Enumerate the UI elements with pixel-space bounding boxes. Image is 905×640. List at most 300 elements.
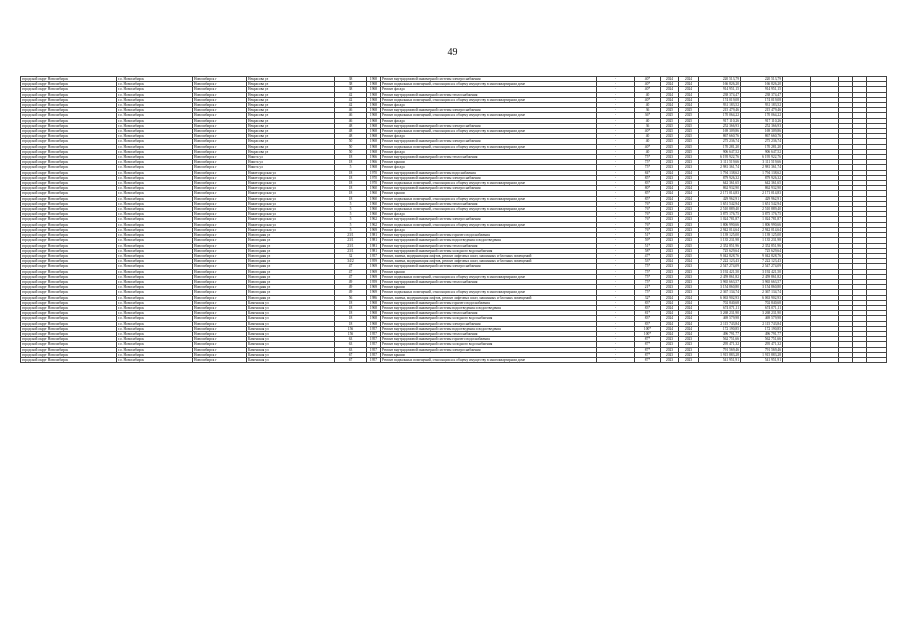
cell-pct: 36*: [635, 113, 661, 118]
cell-locality: Новосибирск г: [193, 77, 247, 82]
cell-district: городской округ Новосибирск: [21, 357, 117, 362]
cell-year: 1969: [367, 274, 381, 279]
cell-work: Ремонт фасада: [381, 87, 597, 92]
cell-y_from: 2023: [661, 337, 679, 342]
cell-year: 1969: [367, 264, 381, 269]
cell-cost_total: 1 806 990,66: [699, 222, 741, 227]
cell-y_to: 2024: [679, 186, 699, 191]
cell-street: Некрасова ул: [247, 113, 335, 118]
cell-y_from: 2024: [661, 82, 679, 87]
cell-y_to: 2025: [679, 108, 699, 113]
cell-locality: Новосибирск г: [193, 191, 247, 196]
cell-work: Ремонт внутридомовой инженерной системы горячего водоснабжения: [381, 300, 597, 305]
cell-district: городской округ Новосибирск: [21, 118, 117, 123]
cell-dash: -: [597, 212, 635, 217]
cell-pct: 83*: [635, 300, 661, 305]
cell-district: городской округ Новосибирск: [21, 129, 117, 134]
cell-locality: Новосибирск г: [193, 134, 247, 139]
cell-cost_total: 1 135 231,98: [699, 238, 741, 243]
cell-pct: 75*: [635, 165, 661, 170]
cell-dash: -: [597, 285, 635, 290]
cell-cost: 429 962,91: [741, 196, 783, 201]
cell-city: г.о. Новосибирск: [117, 175, 193, 180]
cell-y_to: 2023: [679, 233, 699, 238]
cell-locality: Новосибирск г: [193, 326, 247, 331]
cell-cost_total: 725 629,64: [699, 248, 741, 253]
cell-year: 1968: [367, 87, 381, 92]
cell-locality: Новосибирск г: [193, 92, 247, 97]
cell-cost: 2 942 014,64: [741, 227, 783, 232]
cell-street: Каменская ул: [247, 326, 335, 331]
cell-cost: 862 932,90: [741, 186, 783, 191]
cell-pct: 87*: [635, 337, 661, 342]
cell-pct: 47*: [635, 253, 661, 258]
cell-street: Нижегородская ул: [247, 175, 335, 180]
cell-y_from: 2023: [661, 290, 679, 295]
cell-district: городской округ Новосибирск: [21, 285, 117, 290]
cell-district: городской округ Новосибирск: [21, 253, 117, 258]
cell-city: г.о. Новосибирск: [117, 300, 193, 305]
cell-locality: Новосибирск г: [193, 118, 247, 123]
cell-street: Некрасова ул: [247, 144, 335, 149]
cell-cost_total: 562 751,66: [699, 337, 741, 342]
cell-y_to: 2023: [679, 248, 699, 253]
cell-city: г.о. Новосибирск: [117, 113, 193, 118]
cell-cost_total: 275 236,74: [699, 139, 741, 144]
cell-year: 1957: [367, 342, 381, 347]
cell-y_to: 2023: [679, 290, 699, 295]
cell-district: городской округ Новосибирск: [21, 227, 117, 232]
cell-street: Нижегородская ул: [247, 201, 335, 206]
cell-year: 1960: [367, 207, 381, 212]
cell-pct: 36: [635, 108, 661, 113]
cell-work: Ремонт подвальных помещений, относящихся к общему имуществу в многоквартирном доме: [381, 144, 597, 149]
cell-city: г.о. Новосибирск: [117, 357, 193, 362]
cell-house: 5: [335, 201, 367, 206]
cell-cost_total: 2 367 134,74: [699, 290, 741, 295]
cell-house: 18: [335, 160, 367, 165]
cell-e4: [853, 357, 867, 362]
cell-y_to: 2023: [679, 227, 699, 232]
cell-district: городской округ Новосибирск: [21, 207, 117, 212]
cell-street: Новогодняя ул: [247, 238, 335, 243]
cell-year: 1957: [367, 352, 381, 357]
cell-work: Ремонт внутридомовой инженерной системы электроснабжения: [381, 139, 597, 144]
cell-y_from: 2024: [661, 191, 679, 196]
cell-y_to: 2025: [679, 118, 699, 123]
cell-street: Ништа ул: [247, 155, 335, 160]
cell-y_to: 2024: [679, 97, 699, 102]
cell-city: г.о. Новосибирск: [117, 207, 193, 212]
cell-city: г.о. Новосибирск: [117, 191, 193, 196]
cell-dash: -: [597, 321, 635, 326]
cell-locality: Новосибирск г: [193, 175, 247, 180]
cell-house: 18: [335, 155, 367, 160]
cell-pct: 40*: [635, 144, 661, 149]
cell-y_from: 2023: [661, 175, 679, 180]
cell-locality: Новосибирск г: [193, 321, 247, 326]
cell-pct: 40: [635, 134, 661, 139]
cell-pct: 40*: [635, 82, 661, 87]
cell-pct: 40: [635, 118, 661, 123]
cell-y_from: 2023: [661, 352, 679, 357]
cell-city: г.о. Новосибирск: [117, 201, 193, 206]
cell-pct: 87*: [635, 342, 661, 347]
cell-city: г.о. Новосибирск: [117, 217, 193, 222]
cell-district: городской округ Новосибирск: [21, 238, 117, 243]
cell-y_from: 2023: [661, 227, 679, 232]
cell-y_from: 2025: [661, 123, 679, 128]
cell-cost_total: 496 791,77: [699, 331, 741, 336]
cell-street: Некрасова ул: [247, 92, 335, 97]
cell-cost: 166 826,20: [741, 82, 783, 87]
cell-cost_total: 3 875 176,75: [699, 212, 741, 217]
cell-street: Некрасова ул: [247, 77, 335, 82]
cell-y_from: 2024: [661, 316, 679, 321]
cell-cost: 1 651 542,94: [741, 201, 783, 206]
cell-locality: Новосибирск г: [193, 311, 247, 316]
cell-house: 38: [335, 87, 367, 92]
cell-cost_total: 1 651 542,94: [699, 201, 741, 206]
cell-district: городской округ Новосибирск: [21, 316, 117, 321]
cell-dash: -: [597, 357, 635, 362]
cell-locality: Новосибирск г: [193, 259, 247, 264]
cell-street: Нижегородская ул: [247, 212, 335, 217]
cell-pct: 40: [635, 92, 661, 97]
cell-y_from: 2023: [661, 233, 679, 238]
cell-cost: 3 154 860,80: [741, 285, 783, 290]
cell-dash: -: [597, 160, 635, 165]
cell-city: г.о. Новосибирск: [117, 97, 193, 102]
cell-pct: 58*: [635, 248, 661, 253]
cell-y_from: 2023: [661, 269, 679, 274]
cell-year: 1968: [367, 165, 381, 170]
cell-city: г.о. Новосибирск: [117, 87, 193, 92]
cell-street: Новогодняя ул: [247, 243, 335, 248]
cell-year: 1959: [367, 279, 381, 284]
cell-pct: 76*: [635, 212, 661, 217]
cell-district: городской округ Новосибирск: [21, 175, 117, 180]
cell-street: Ништа ул: [247, 165, 335, 170]
cell-house: 42: [335, 92, 367, 97]
cell-street: Новогодняя ул: [247, 264, 335, 269]
cell-house: 47: [335, 269, 367, 274]
cell-locality: Новосибирск г: [193, 352, 247, 357]
cell-district: городской округ Новосибирск: [21, 77, 117, 82]
cell-cost_total: 238 374,47: [699, 92, 741, 97]
cell-dash: -: [597, 233, 635, 238]
cell-y_from: 2023: [661, 347, 679, 352]
cell-work: Ремонт подвальных помещений, относящихся к общему имуществу в многоквартирном доме: [381, 196, 597, 201]
cell-city: г.о. Новосибирск: [117, 196, 193, 201]
cell-district: городской округ Новосибирск: [21, 264, 117, 269]
cell-year: 1970: [367, 175, 381, 180]
cell-e1: [783, 357, 811, 362]
cell-e5: [867, 357, 887, 362]
cell-pct: 51*: [635, 233, 661, 238]
cell-house: 50: [335, 144, 367, 149]
cell-cost: 2 981 361,74: [741, 165, 783, 170]
cell-district: городской округ Новосибирск: [21, 352, 117, 357]
cell-house: 156: [335, 331, 367, 336]
cell-y_from: 2025: [661, 118, 679, 123]
cell-city: г.о. Новосибирск: [117, 144, 193, 149]
cell-district: городской округ Новосибирск: [21, 160, 117, 165]
cell-cost_total: 914 951,15: [699, 87, 741, 92]
cell-cost: 879 926,32: [741, 175, 783, 180]
cell-pct: 76*: [635, 201, 661, 206]
cell-cost_total: 2 547 274,09: [699, 264, 741, 269]
cell-y_to: 2025: [679, 123, 699, 128]
cell-house: 38: [335, 77, 367, 82]
cell-work: Ремонт внутридомовой инженерной системы электроснабжения: [381, 217, 597, 222]
cell-dash: -: [597, 103, 635, 108]
cell-district: городской округ Новосибирск: [21, 331, 117, 336]
cell-year: 1957: [367, 337, 381, 342]
cell-cost: 2 171 014,83: [741, 191, 783, 196]
cell-cost_total: 295 471,32: [699, 342, 741, 347]
cell-district: городской округ Новосибирск: [21, 347, 117, 352]
cell-house: 156: [335, 326, 367, 331]
cell-house: 5: [335, 222, 367, 227]
cell-street: Некрасова ул: [247, 82, 335, 87]
cell-street: Ништа ул: [247, 160, 335, 165]
cell-year: 1970: [367, 181, 381, 186]
cell-district: городской округ Новосибирск: [21, 165, 117, 170]
cell-y_to: 2023: [679, 212, 699, 217]
cell-y_from: 2025: [661, 253, 679, 258]
cell-y_from: 2025: [661, 149, 679, 154]
cell-year: 1960: [367, 212, 381, 217]
cell-y_to: 2024: [679, 87, 699, 92]
cell-work: Ремонт крыши: [381, 269, 597, 274]
cell-cost_total: 674 071,11: [699, 305, 741, 310]
cell-pct: 40: [635, 149, 661, 154]
cell-house: 46: [335, 108, 367, 113]
cell-y_to: 2023: [679, 347, 699, 352]
cell-y_to: 2023: [679, 352, 699, 357]
cell-street: Некрасова ул: [247, 118, 335, 123]
cell-y_to: 2023: [679, 342, 699, 347]
cell-year: 1960: [367, 201, 381, 206]
cell-cost: 170 281,20: [741, 144, 783, 149]
cell-work: Ремонт фасада: [381, 149, 597, 154]
cell-dash: -: [597, 347, 635, 352]
cell-dash: -: [597, 165, 635, 170]
cell-cost_total: 3 268 231,90: [699, 311, 741, 316]
cell-y_to: 2023: [679, 269, 699, 274]
cell-work: Ремонт внутридомовой инженерной системы холодного водоснабжения: [381, 342, 597, 347]
cell-locality: Новосибирск г: [193, 207, 247, 212]
cell-locality: Новосибирск г: [193, 274, 247, 279]
cell-dash: -: [597, 170, 635, 175]
cell-cost: 215 479,46: [741, 108, 783, 113]
cell-district: городской округ Новосибирск: [21, 279, 117, 284]
cell-street: Некрасова ул: [247, 139, 335, 144]
cell-city: г.о. Новосибирск: [117, 222, 193, 227]
cell-pct: 40: [635, 139, 661, 144]
cell-locality: Новосибирск г: [193, 253, 247, 258]
cell-house: 38: [335, 82, 367, 87]
cell-pct: 76*: [635, 227, 661, 232]
cell-y_to: 2023: [679, 155, 699, 160]
table-body: [21, 77, 887, 363]
cell-locality: Новосибирск г: [193, 233, 247, 238]
cell-y_from: 2023: [661, 201, 679, 206]
cell-y_to: 2023: [679, 181, 699, 186]
cell-cost_total: 931 183,52: [699, 103, 741, 108]
cell-house: 67: [335, 352, 367, 357]
cell-cost: 2 115 743,84: [741, 321, 783, 326]
cell-street: Нижегородская ул: [247, 181, 335, 186]
cell-year: 1969: [367, 227, 381, 232]
cell-locality: Новосибирск г: [193, 87, 247, 92]
cell-y_from: 2024: [661, 305, 679, 310]
cell-year: 1968: [367, 321, 381, 326]
cell-cost: 3 875 176,75: [741, 212, 783, 217]
cell-street: Нижегородская ул: [247, 222, 335, 227]
cell-district: городской округ Новосибирск: [21, 149, 117, 154]
cell-city: г.о. Новосибирск: [117, 279, 193, 284]
cell-work: Ремонт крыши: [381, 285, 597, 290]
cell-street: Новогодняя ул: [247, 274, 335, 279]
cell-locality: Новосибирск г: [193, 300, 247, 305]
cell-year: 1959: [367, 259, 381, 264]
cell-pct: 75*: [635, 264, 661, 269]
cell-city: г.о. Новосибирск: [117, 269, 193, 274]
cell-city: г.о. Новосибирск: [117, 155, 193, 160]
cell-dash: -: [597, 129, 635, 134]
cell-year: 1957: [367, 253, 381, 258]
cell-locality: Новосибирск г: [193, 82, 247, 87]
cell-y_from: 2025: [661, 134, 679, 139]
cell-house: 47: [335, 264, 367, 269]
cell-year: 1981: [367, 248, 381, 253]
cell-work: Ремонт подвальных помещений, относящихся к общему имуществу в многоквартирном доме: [381, 129, 597, 134]
cell-city: г.о. Новосибирск: [117, 134, 193, 139]
cell-district: городской округ Новосибирск: [21, 326, 117, 331]
cell-work: Ремонт внутридомовой инженерной системы водоотведения и водоотведения: [381, 326, 597, 331]
cell-work: Ремонт внутридомовой инженерной системы водоотведения и водоотведения: [381, 305, 597, 310]
cell-city: г.о. Новосибирск: [117, 259, 193, 264]
cell-pct: 75*: [635, 160, 661, 165]
cell-cost: 238 374,47: [741, 92, 783, 97]
cell-cost_total: 252 366,93: [699, 123, 741, 128]
cell-year: 1960: [367, 196, 381, 201]
cell-pct: 83*: [635, 181, 661, 186]
cell-pct: 75*: [635, 274, 661, 279]
cell-y_from: 2024: [661, 170, 679, 175]
cell-street: Каменская ул: [247, 337, 335, 342]
cell-dash: -: [597, 196, 635, 201]
cell-city: г.о. Новосибирск: [117, 285, 193, 290]
cell-city: г.о. Новосибирск: [117, 248, 193, 253]
cell-house: 23/1: [335, 248, 367, 253]
cell-work: Ремонт подвальных помещений, относящихся к общему имуществу в многоквартирном доме: [381, 181, 597, 186]
cell-cost: 1 915 883,28: [741, 352, 783, 357]
cell-work: Ремонт внутридомовой инженерной системы электроснабжения: [381, 77, 597, 82]
cell-y_from: 2025: [661, 243, 679, 248]
cell-cost: 469 579,98: [741, 316, 783, 321]
cell-dash: -: [597, 217, 635, 222]
cell-locality: Новосибирск г: [193, 342, 247, 347]
cell-locality: Новосибирск г: [193, 196, 247, 201]
cell-work: Ремонт внутридомовой инженерной системы теплоснабжения: [381, 92, 597, 97]
cell-dash: -: [597, 337, 635, 342]
cell-pct: 85*: [635, 175, 661, 180]
cell-year: 1981: [367, 238, 381, 243]
cell-year: 1968: [367, 300, 381, 305]
cell-house: 46: [335, 118, 367, 123]
cell-city: г.о. Новосибирск: [117, 92, 193, 97]
page-number: 49: [447, 47, 458, 58]
cell-y_to: 2023: [679, 279, 699, 284]
cell-year: 1968: [367, 108, 381, 113]
cell-year: 1969: [367, 290, 381, 295]
cell-y_from: 2024: [661, 77, 679, 82]
cell-pct: 40*: [635, 97, 661, 102]
cell-street: Новогодняя ул: [247, 290, 335, 295]
cell-pct: 83*: [635, 305, 661, 310]
cell-city: г.о. Новосибирск: [117, 165, 193, 170]
cell-work: Ремонт подвальных помещений, относящихся к общему имуществу в многоквартирном доме: [381, 207, 597, 212]
cell-city: г.о. Новосибирск: [117, 118, 193, 123]
cell-cost: 1 794 138,62: [741, 170, 783, 175]
cell-cost_total: 2 171 014,83: [699, 191, 741, 196]
cell-cost: 3 111 519,66: [741, 160, 783, 165]
cell-year: 1960: [367, 186, 381, 191]
cell-dash: -: [597, 248, 635, 253]
cell-city: г.о. Новосибирск: [117, 264, 193, 269]
cell-street: Новогодняя ул: [247, 285, 335, 290]
cell-work: Ремонт крыши: [381, 191, 597, 196]
cell-work: Ремонт внутридомовой инженерной системы электроснабжения: [381, 175, 597, 180]
cell-city: г.о. Новосибирск: [117, 77, 193, 82]
cell-cost: 170 064,22: [741, 113, 783, 118]
cell-y_to: 2024: [679, 170, 699, 175]
cell-city: г.о. Новосибирск: [117, 181, 193, 186]
cell-city: г.о. Новосибирск: [117, 311, 193, 316]
cell-y_from: 2025: [661, 108, 679, 113]
cell-cost: 1 806 990,66: [741, 222, 783, 227]
cell-cost: 174 019,08: [741, 97, 783, 102]
cell-street: Каменская ул: [247, 321, 335, 326]
cell-cost: 541 951,91: [741, 357, 783, 362]
cell-work: Ремонт крыши: [381, 160, 597, 165]
cell-city: г.о. Новосибирск: [117, 305, 193, 310]
cell-year: 1970: [367, 170, 381, 175]
cell-city: г.о. Новосибирск: [117, 123, 193, 128]
cell-cost: 7 222 123,43: [741, 259, 783, 264]
repair-schedule-table: [20, 76, 887, 363]
cell-city: г.о. Новосибирск: [117, 82, 193, 87]
cell-district: городской округ Новосибирск: [21, 97, 117, 102]
cell-y_from: 2023: [661, 279, 679, 284]
cell-y_to: 2023: [679, 274, 699, 279]
cell-dash: -: [597, 331, 635, 336]
cell-district: городской округ Новосибирск: [21, 321, 117, 326]
cell-cost: 867 660,76: [741, 134, 783, 139]
cell-locality: Новосибирск г: [193, 347, 247, 352]
cell-cost_total: 791 569,46: [699, 347, 741, 352]
cell-street: Некрасова ул: [247, 87, 335, 92]
cell-cost: 2 459 861,82: [741, 274, 783, 279]
cell-work: Ремонт внутридомовой инженерной системы холодного водоснабжения: [381, 248, 597, 253]
cell-street: Некрасова ул: [247, 123, 335, 128]
cell-y_to: 2023: [679, 175, 699, 180]
cell-y_from: 2024: [661, 295, 679, 300]
cell-cost: 1 135 231,98: [741, 238, 783, 243]
